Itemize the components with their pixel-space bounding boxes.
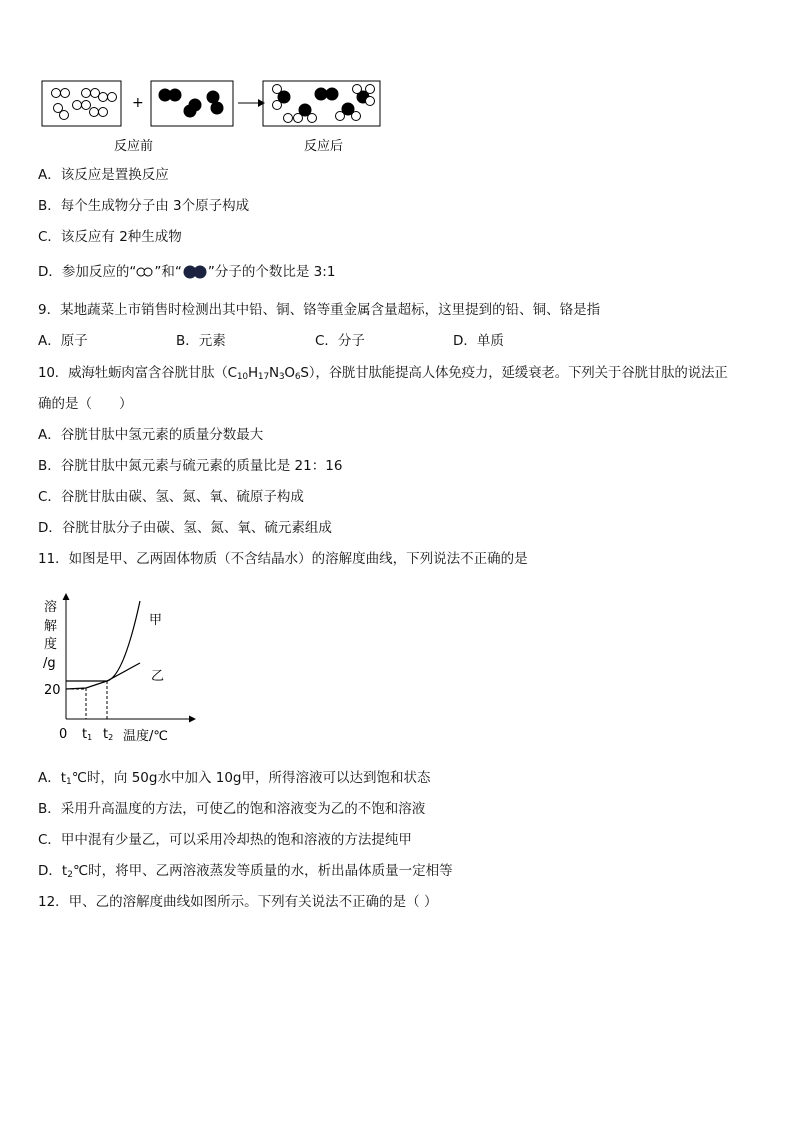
formula-n: N	[268, 365, 279, 381]
q11-option-d-sub: 2	[67, 870, 73, 880]
before-label: 反应前	[114, 139, 154, 154]
white-molecule-group	[52, 89, 117, 120]
black-molecule-group	[159, 89, 223, 117]
y-axis-arrow	[63, 593, 70, 600]
q12-stem: 12．甲、乙的溶解度曲线如图所示。下列有关说法不正确的是（ ）	[38, 894, 438, 910]
y-axis-label-unit: /g	[43, 656, 56, 671]
product-molecules	[273, 85, 375, 123]
q8-option-d-mid: ”和“	[154, 264, 182, 280]
q10-stem-part2: ，谷胱甘肽能提高人体免疫力，延缓衰老。下列关于谷胱甘肽的说法正	[315, 365, 728, 381]
y-tick-20: 20	[44, 683, 61, 698]
q9-stem: 9．某地蔬菜上市销售时检测出其中铅、铜、铬等重金属含量超标，这里提到的铅、铜、铬是指	[38, 302, 601, 318]
series-label-jia: 甲	[149, 613, 163, 628]
formula-sub-n: 3	[278, 372, 285, 382]
black-molecule-icon	[182, 264, 208, 280]
q11-option-a-sub: 1	[66, 777, 72, 787]
q11-option-d-prefix: D．t	[38, 863, 68, 879]
q8-option-c: C．该反应有 2种生成物	[38, 229, 182, 245]
q10-option-c: C．谷胱甘肽由碳、氢、氮、氧、硫原子构成	[38, 489, 304, 505]
q10-stem-part1: 10．威海牡蛎肉富含谷胱甘肽（C	[38, 365, 237, 381]
q8-option-d	[38, 262, 335, 282]
x-axis-arrow	[189, 716, 196, 723]
q11-option-d-text: ℃时，将甲、乙两溶液蒸发等质量的水，析出晶体质量一定相等	[72, 863, 453, 879]
q8-option-d-prefix: D．参加反应的“	[38, 264, 137, 280]
formula-sub-c: 10	[236, 372, 248, 382]
series-line-yi	[66, 663, 140, 681]
q9-option-c: C．分子	[315, 333, 365, 349]
q10-option-a: A．谷胱甘肽中氢元素的质量分数最大	[38, 427, 264, 443]
reaction-diagram	[40, 78, 400, 162]
x-axis-label: 温度/℃	[123, 729, 168, 744]
reaction-arrow	[238, 99, 265, 107]
formula-o: O	[284, 365, 295, 381]
white-molecule-icon	[136, 266, 154, 278]
q9-options	[38, 331, 758, 351]
q9-option-d: D．单质	[453, 333, 504, 349]
q8-option-a: A．该反应是置换反应	[38, 167, 169, 183]
q10-stem-line2: 确的是（ ）	[38, 396, 133, 412]
after-label: 反应后	[304, 139, 344, 154]
q11-stem: 11．如图是甲、乙两固体物质（不含结晶水）的溶解度曲线，下列说法不正确的是	[38, 551, 528, 567]
q10-option-b: B．谷胱甘肽中氮元素与硫元素的质量比是 21：16	[38, 458, 343, 474]
solubility-chart	[38, 592, 208, 750]
q11-option-a-prefix: A．t	[38, 770, 67, 786]
x-tick-t2: t2	[103, 727, 114, 742]
q8-option-d-suffix: ”分子的个数比是 3:1	[207, 264, 336, 280]
q10-option-d: D．谷胱甘肽分子由碳、氢、氮、氧、硫元素组成	[38, 520, 332, 536]
y-axis-label-char-2: 解	[44, 619, 58, 634]
formula-sub-o: 6	[294, 372, 301, 382]
q11-option-c: C．甲中混有少量乙，可以采用冷却热的饱和溶液的方法提纯甲	[38, 832, 412, 848]
formula-sub-h: 17	[257, 372, 269, 382]
q11-option-b: B．采用升高温度的方法，可使乙的饱和溶液变为乙的不饱和溶液	[38, 801, 426, 817]
q11-option-a	[38, 768, 431, 792]
y-axis-label-char-1: 溶	[44, 600, 58, 615]
q8-option-b: B．每个生成物分子由 3个原子构成	[38, 198, 250, 214]
q9-option-a: A．原子	[38, 333, 88, 349]
plus-sign: +	[132, 95, 144, 111]
series-label-yi: 乙	[151, 669, 165, 684]
q10-stem	[38, 363, 728, 387]
formula-s: S）	[300, 365, 316, 381]
x-tick-0: 0	[59, 727, 68, 742]
series-line-jia	[66, 601, 140, 689]
formula-h: H	[247, 365, 258, 381]
q11-option-d	[38, 861, 453, 885]
q9-option-b: B．元素	[176, 333, 226, 349]
q11-option-a-text: ℃时，向 50g水中加入 10g甲，所得溶液可以达到饱和状态	[71, 770, 431, 786]
y-axis-label-char-3: 度	[44, 637, 58, 652]
x-tick-t1: t1	[82, 727, 93, 742]
